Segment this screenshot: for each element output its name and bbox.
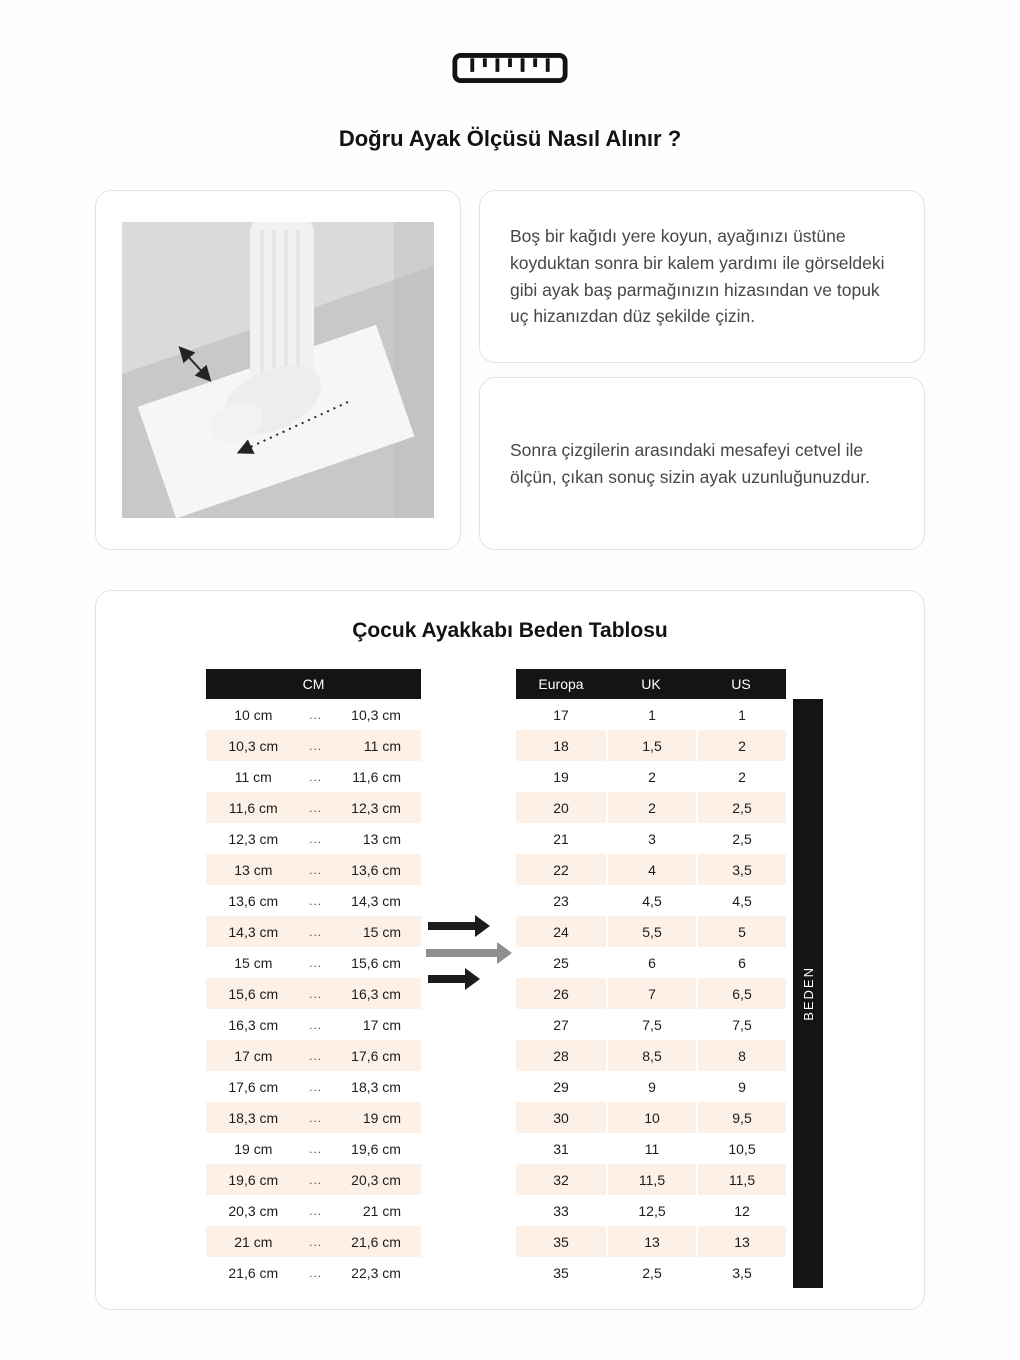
cm-table (206, 669, 421, 1288)
instruction-card-2 (479, 377, 925, 550)
ruler-icon (451, 50, 569, 91)
table-cell: 11,5 (606, 1164, 696, 1195)
column-header: Europa (538, 676, 584, 692)
table-cell: 17,6 cm (228, 1078, 279, 1095)
table-cell: 12,3 cm (351, 799, 401, 816)
instruction-text-2: Sonra çizgilerin arasındaki mesafeyi cetvel ile ölçün, çıkan sonuç sizin ayak uzunluğunuzdur. (510, 439, 870, 487)
table-cell: 19,6 cm (228, 1171, 279, 1188)
table-cell: 18,3 cm (228, 1109, 279, 1126)
table-cell: 12 (696, 1195, 786, 1226)
table-cell: ... (309, 1141, 323, 1156)
table-cell: 11,6 cm (228, 799, 278, 816)
table-cell: ... (309, 707, 323, 722)
table-row (516, 885, 786, 916)
intro-section (95, 190, 925, 550)
table-cell: 35 (553, 1233, 569, 1250)
table-cell: 2 (696, 730, 786, 761)
table-cell: 35 (553, 1264, 569, 1281)
table-row (206, 1195, 421, 1226)
table-row (206, 1009, 421, 1040)
table-cell: 27 (553, 1016, 569, 1033)
table-cell: 29 (553, 1078, 569, 1095)
cm-table-header: CM (206, 669, 421, 699)
table-row (206, 1071, 421, 1102)
table-cell: 25 (553, 954, 569, 971)
table-cell: 18 (553, 737, 569, 754)
table-row (516, 1257, 786, 1288)
table-cell: 15 cm (234, 954, 273, 971)
table-cell: 21 (553, 830, 569, 847)
table-cell: 2,5 (696, 792, 786, 823)
table-cell: 33 (553, 1202, 569, 1219)
table-cell: 11 cm (234, 768, 272, 785)
table-row (516, 792, 786, 823)
size-table-card (95, 590, 925, 1310)
table-cell: 2,5 (696, 823, 786, 854)
table-cell: 6,5 (696, 978, 786, 1009)
table-cell: 9 (696, 1071, 786, 1102)
table-cell: 14,3 cm (351, 892, 401, 909)
table-cell: 9,5 (696, 1102, 786, 1133)
table-row (206, 978, 421, 1009)
table-cell: 10 cm (234, 706, 273, 723)
size-table-title: Çocuk Ayakkabı Beden Tablosu (352, 619, 668, 642)
table-cell: 7,5 (696, 1009, 786, 1040)
table-cell: 1,5 (606, 730, 696, 761)
table-cell: 9 (606, 1071, 696, 1102)
table-row (206, 730, 421, 761)
table-cell: 23 (553, 892, 569, 909)
table-row (516, 978, 786, 1009)
table-cell: ... (309, 1172, 323, 1187)
instruction-text-1: Boş bir kağıdı yere koyun, ayağınızı üstüne koyduktan sonra bir kalem yardımı ile görseldeki gibi ayak baş parmağınızın hizasından ve topuk uç hizanızdan düz şekilde çizin. (510, 226, 885, 327)
table-cell: 28 (553, 1047, 569, 1064)
table-cell: 19 cm (234, 1140, 273, 1157)
table-cell: 3,5 (696, 854, 786, 885)
table-cell: ... (309, 955, 323, 970)
table-row (206, 1164, 421, 1195)
table-cell: ... (309, 769, 323, 784)
table-cell: 15,6 cm (351, 954, 401, 971)
table-row (516, 1164, 786, 1195)
table-cell: 17 cm (362, 1016, 401, 1033)
table-cell: 12,3 cm (228, 830, 279, 847)
table-cell: 15,6 cm (228, 985, 279, 1002)
table-cell: ... (309, 1265, 323, 1280)
table-cell: 3,5 (696, 1257, 786, 1288)
table-cell: 18,3 cm (351, 1078, 401, 1095)
table-row (516, 854, 786, 885)
table-cell: ... (309, 893, 323, 908)
table-row (516, 1071, 786, 1102)
table-cell: 4,5 (696, 885, 786, 916)
table-row (206, 792, 421, 823)
table-row (206, 885, 421, 916)
table-cell: 10,3 cm (228, 737, 279, 754)
instruction-card-1 (479, 190, 925, 363)
table-cell: 20 (553, 799, 569, 816)
table-cell: 13,6 cm (228, 892, 279, 909)
table-row (206, 1040, 421, 1071)
table-cell: ... (309, 1048, 323, 1063)
table-cell: 10,3 cm (351, 706, 401, 723)
table-row (206, 854, 421, 885)
table-cell: 13 (696, 1226, 786, 1257)
table-cell: 10,5 (696, 1133, 786, 1164)
table-cell: 12,5 (606, 1195, 696, 1226)
table-cell: ... (309, 1203, 323, 1218)
table-cell: 7 (606, 978, 696, 1009)
table-cell: 13,6 cm (351, 861, 401, 878)
table-cell: 6 (696, 947, 786, 978)
size-conversion-table (516, 669, 786, 1288)
conversion-arrows-icon (426, 913, 514, 993)
table-cell: ... (309, 862, 323, 877)
table-row (206, 761, 421, 792)
instruction-cards (479, 190, 925, 550)
table-cell: 21,6 cm (351, 1233, 401, 1250)
table-row (206, 1257, 421, 1288)
table-cell: 11,6 cm (352, 768, 401, 785)
table-cell: 21,6 cm (228, 1264, 279, 1281)
table-cell: 11 (606, 1133, 696, 1164)
table-cell: 11,5 (696, 1164, 786, 1195)
table-cell: 30 (553, 1109, 569, 1126)
table-cell: 5 (696, 916, 786, 947)
table-cell: 19 (553, 768, 569, 785)
table-cell: 1 (696, 699, 786, 730)
table-row (516, 1195, 786, 1226)
table-row (516, 916, 786, 947)
table-cell: 2 (696, 761, 786, 792)
table-cell: 10 (606, 1102, 696, 1133)
table-cell: ... (309, 738, 323, 753)
table-cell: 17 cm (234, 1047, 273, 1064)
table-cell: ... (309, 924, 323, 939)
table-row (206, 823, 421, 854)
table-cell: 26 (553, 985, 569, 1002)
table-cell: 8 (696, 1040, 786, 1071)
table-cell: 4,5 (606, 885, 696, 916)
table-cell: 16,3 cm (228, 1016, 279, 1033)
table-row (206, 947, 421, 978)
table-row (206, 1133, 421, 1164)
size-table-header-row (516, 669, 786, 699)
table-cell: 19 cm (362, 1109, 401, 1126)
cm-table-body (206, 699, 421, 1288)
table-cell: 11 cm (363, 737, 401, 754)
table-cell: ... (309, 1110, 323, 1125)
table-cell: 19,6 cm (351, 1140, 401, 1157)
table-cell: ... (309, 800, 323, 815)
table-row (516, 1133, 786, 1164)
table-cell: ... (309, 1017, 323, 1032)
table-cell: 24 (553, 923, 569, 940)
table-cell: 8,5 (606, 1040, 696, 1071)
table-row (516, 761, 786, 792)
table-cell: 2 (606, 792, 696, 823)
table-cell: 20,3 cm (351, 1171, 401, 1188)
table-cell: 17 (553, 706, 569, 723)
table-cell: 3 (606, 823, 696, 854)
table-cell: 1 (606, 699, 696, 730)
table-row (516, 1009, 786, 1040)
table-cell: 22 (553, 861, 569, 878)
table-cell: 16,3 cm (351, 985, 401, 1002)
table-cell: 2 (606, 761, 696, 792)
table-cell: 6 (606, 947, 696, 978)
page-title: Doğru Ayak Ölçüsü Nasıl Alınır ? (338, 126, 682, 151)
table-cell: 20,3 cm (228, 1202, 279, 1219)
table-row (516, 1226, 786, 1257)
table-row (206, 1226, 421, 1257)
table-row (206, 1102, 421, 1133)
size-table-body (516, 699, 786, 1288)
table-cell: 14,3 cm (228, 923, 279, 940)
foot-measure-photo-card (95, 190, 461, 550)
table-cell: 32 (553, 1171, 569, 1188)
table-row (516, 1040, 786, 1071)
table-row (516, 1102, 786, 1133)
table-cell: 13 (606, 1226, 696, 1257)
table-cell: ... (309, 986, 323, 1001)
table-cell: 13 cm (234, 861, 273, 878)
table-row (206, 916, 421, 947)
foot-measure-photo (122, 222, 434, 518)
table-row (516, 730, 786, 761)
table-row (516, 947, 786, 978)
table-cell: 4 (606, 854, 696, 885)
beden-label-text: BEDEN (800, 966, 816, 1021)
table-cell: 21 cm (234, 1233, 273, 1250)
table-cell: 31 (553, 1140, 569, 1157)
table-cell: 13 cm (362, 830, 401, 847)
beden-side-label (793, 699, 823, 1288)
table-cell: 7,5 (606, 1009, 696, 1040)
table-row (516, 699, 786, 730)
table-cell: ... (309, 1079, 323, 1094)
table-row (516, 823, 786, 854)
table-cell: ... (309, 1234, 323, 1249)
table-cell: 15 cm (362, 923, 401, 940)
column-header: US (731, 676, 751, 692)
table-cell: 5,5 (606, 916, 696, 947)
table-cell: 21 cm (362, 1202, 401, 1219)
table-cell: 22,3 cm (351, 1264, 401, 1281)
column-header: UK (641, 676, 661, 692)
table-cell: 17,6 cm (351, 1047, 401, 1064)
table-cell: ... (309, 831, 323, 846)
table-cell: 2,5 (606, 1257, 696, 1288)
table-row (206, 699, 421, 730)
